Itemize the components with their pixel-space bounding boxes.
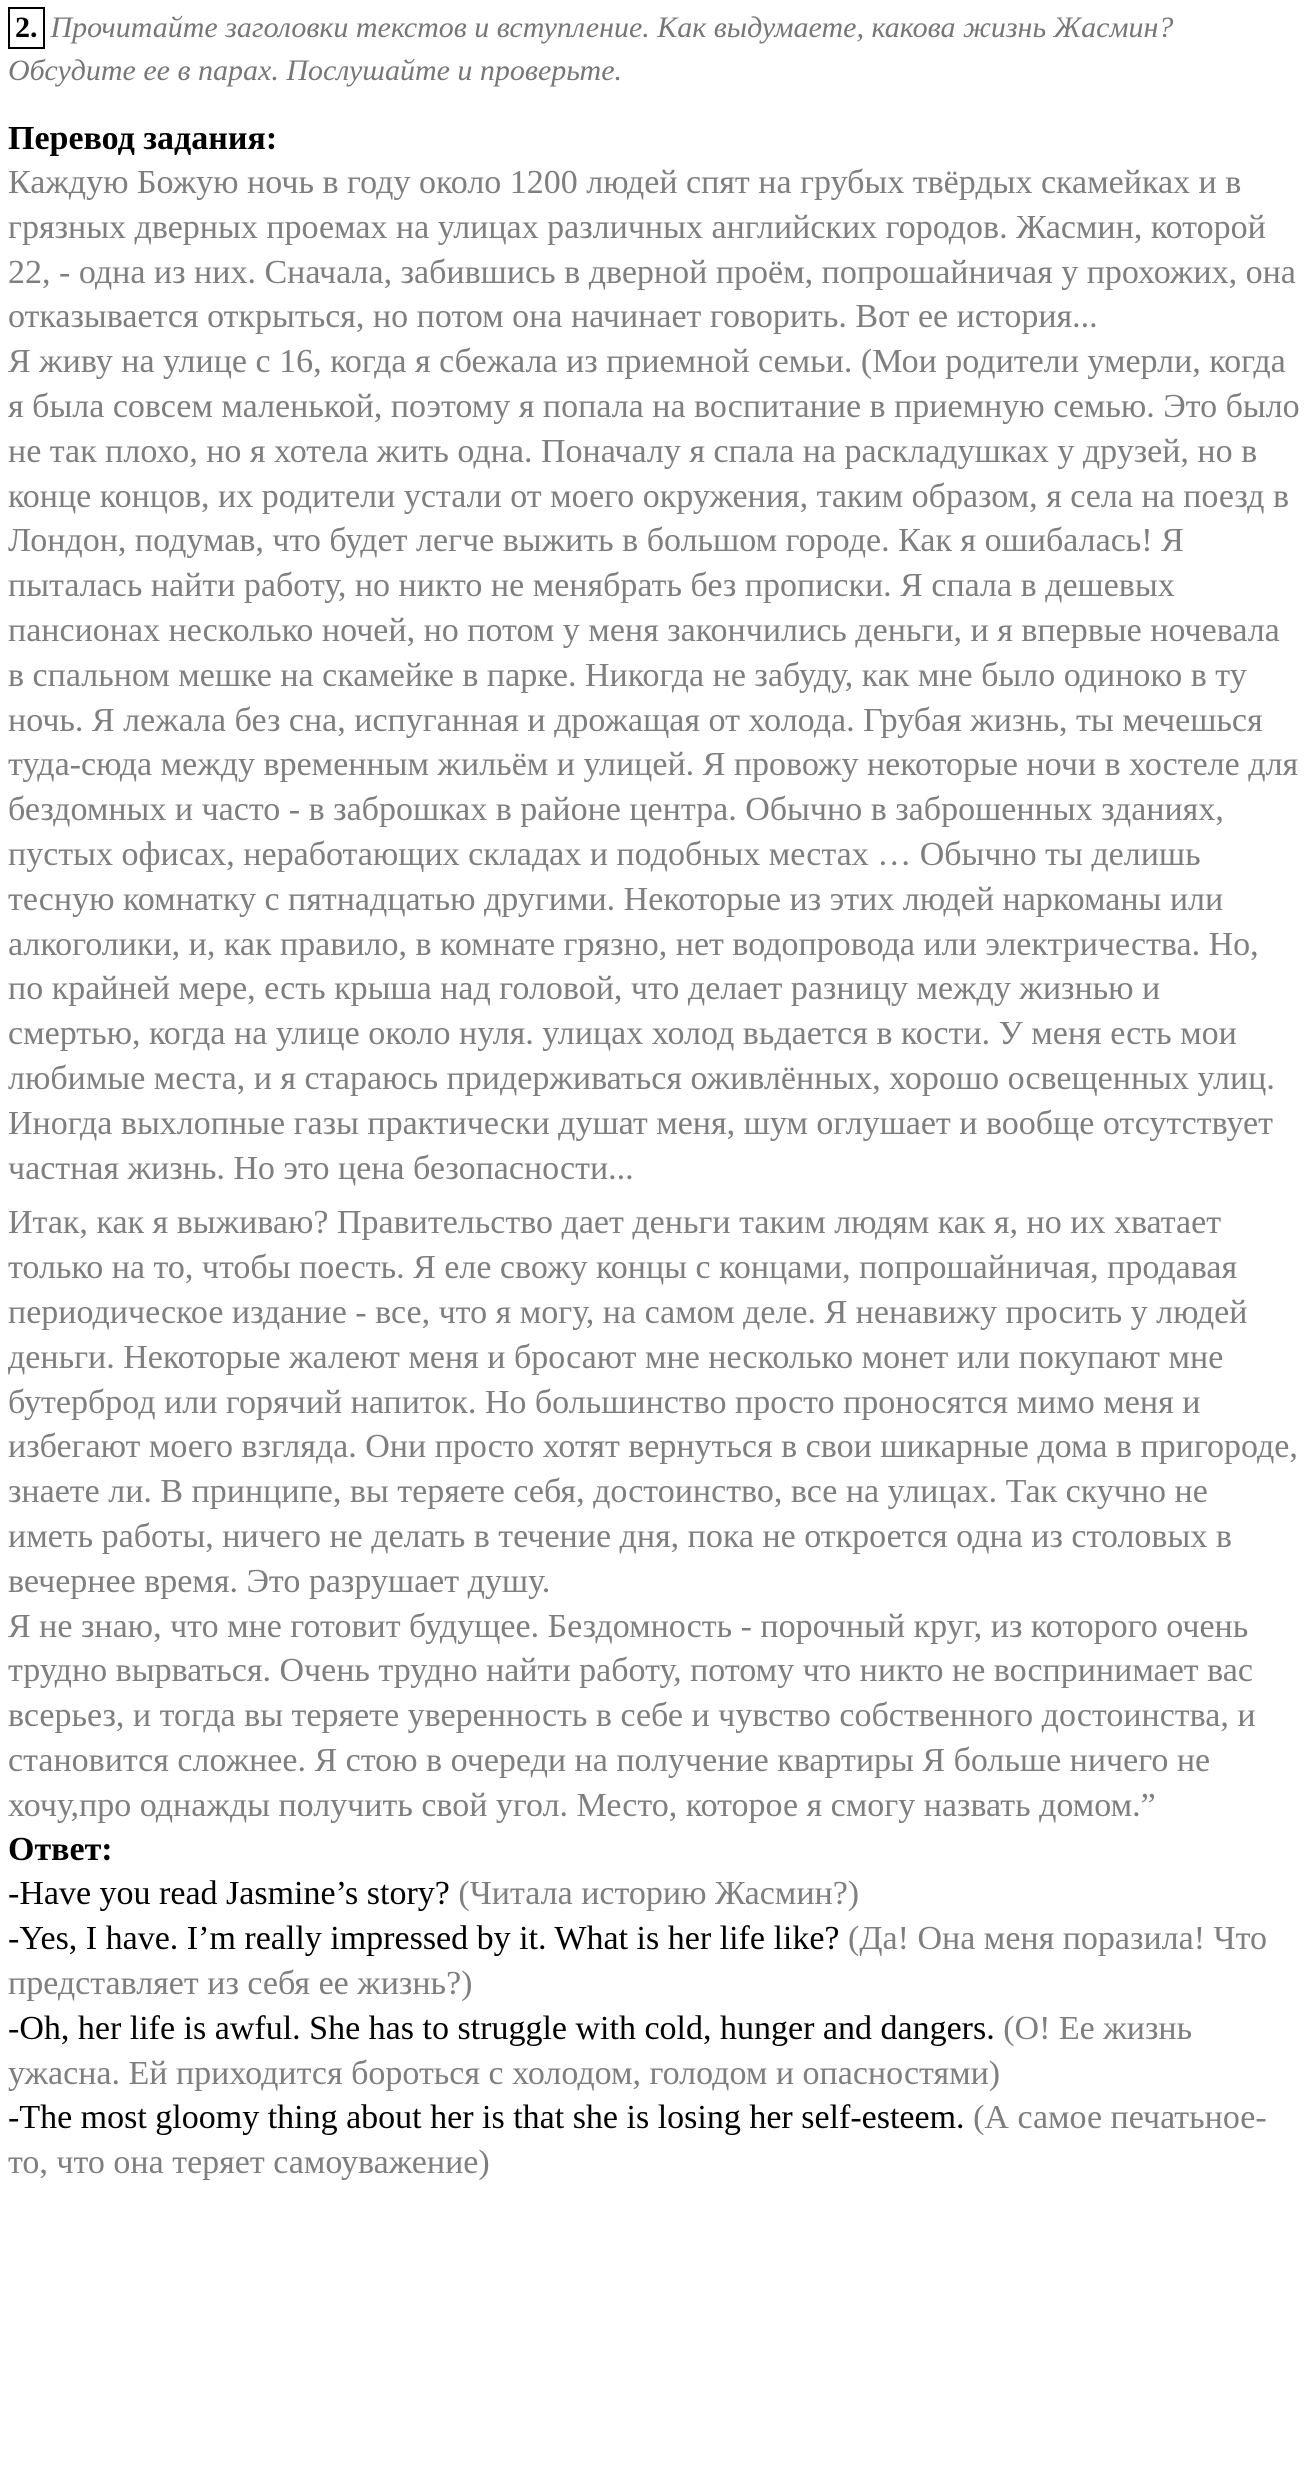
answer-russian-4: (А самое печатьное-то, что она теряет самоуважение)	[8, 2099, 1267, 2182]
translation-paragraph-4: Я не знаю, что мне готовит будущее. Бездомность - порочный круг, из которого очень трудно вырваться. Очень трудно найти работу, потому что никто не воспринимает вас всерьез, и тогда вы теряете уверенность в себе и чувство собственного достоинства, и становится сложнее. Я стою в очереди на получение квартиры Я больше ничего не хочу,про однажды получить свой угол. Место, которое я смогу назвать домом.”	[8, 1607, 1256, 1824]
translation-paragraph-3: Итак, как я выживаю? Правительство дает деньги таким людям как я, но их хватает только на то, чтобы поесть. Я еле свожу концы с концами, попрошайничая, продавая периодическое издание - все, что я могу, на самом деле. Я ненавижу просить у людей деньги. Некоторые жалеют меня и бросают мне несколько монет или покупают мне бутерброд или горячий напиток. Но большинство просто проносятся мимо меня и избегают моего взгляда. Они просто хотят вернуться в свои шикарные дома в пригороде, знаете ли. В принципе, вы теряете себя, достоинство, все на улицах. Так скучно не иметь работы, ничего не делать в течение дня, пока не откроется одна из столовых в вечернее время. Это разрушает душу.	[8, 1204, 1298, 1600]
answer-line-1	[8, 1872, 1300, 1917]
task-instruction: Прочитайте заголовки текстов и вступление. Как выдумаете, какова жизнь Жасмин? Обсудите ее в парах. Послушайте и проверьте.	[8, 11, 1174, 87]
answer-english-3: -Oh, her life is awful. She has to struggle with cold, hunger and dangers.	[8, 2009, 995, 2047]
page	[8, 6, 1300, 2186]
answer-line-2	[8, 1917, 1300, 2007]
answer-russian-2: (Да! Она меня поразила! Что представляет из себя ее жизнь?)	[8, 1920, 1268, 2003]
answer-line-3	[8, 2007, 1300, 2097]
translation-paragraph-1: Каждую Божую ночь в году около 1200 людей спят на грубых твёрдых скамейках и в грязных дверных проемах на улицах различных английских городов. Жасмин, которой 22, - одна из них. Сначала, забившись в дверной проём, попрошайничая у прохожих, она отказывается открыться, но потом она начинает говорить. Вот ее история...	[8, 164, 1296, 336]
task-header	[8, 6, 1300, 92]
answer-line-4	[8, 2096, 1300, 2186]
task-number-badge: 2.	[8, 7, 45, 49]
answer-russian-1: (Читала историю Жасмин?)	[458, 1875, 860, 1913]
answer-russian-3: (О! Ее жизнь ужасна. Ей приходится бороться с холодом, голодом и опасностями)	[8, 2009, 1193, 2092]
answer-english-2: -Yes, I have. I’m really impressed by it. What is her life like?	[8, 1920, 840, 1958]
answer-title: Ответ:	[8, 1831, 113, 1869]
translation-title: Перевод задания:	[8, 120, 278, 157]
answer-english-4: -The most gloomy thing about her is that she is losing her self-esteem.	[8, 2099, 965, 2137]
answer-english-1: -Have you read Jasmine’s story?	[8, 1875, 450, 1913]
translation-paragraph-2: Я живу на улице с 16, когда я сбежала из приемной семьи. (Мои родители умерли, когда я была совсем маленькой, поэтому я попала на воспитание в приемную семью. Это было не так плохо, но я хотела жить одна. Поначалу я спала на раскладушках у друзей, но в конце концов, их родители устали от моего окружения, таким образом, я села на поезд в Лондон, подумав, что будет легче выжить в большом городе. Как я ошибалась! Я пыталась найти работу, но никто не менябрать без прописки. Я спала в дешевых пансионах несколько ночей, но потом у меня закончились деньги, и я впервые ночевала в спальном мешке на скамейке в парке. Никогда не забуду, как мне было одиноко в ту ночь. Я лежала без сна, испуганная и дрожащая от холода. Грубая жизнь, ты мечешься туда-сюда между временным жильём и улицей. Я провожу некоторые ночи в хостеле для бездомных и часто - в заброшках в районе центра. Обычно в заброшенных зданиях, пустых офисах, неработающих складах и подобных местах … Обычно ты делишь тесную комнатку с пятнадцатью другими. Некоторые из этих людей наркоманы или алкоголики, и, как правило, в комнате грязно, нет водопровода или электричества. Но, по крайней мере, есть крыша над головой, что делает разницу между жизнью и смертью, когда на улице около нуля. улицах холод вьдается в кости. У меня есть мои любимые места, и я стараюсь придерживаться оживлённых, хорошо освещенных улиц. Иногда выхлопные газы практически душат меня, шум оглушает и вообще отсутствует частная жизнь. Но это цена безопасности...	[8, 343, 1300, 1187]
